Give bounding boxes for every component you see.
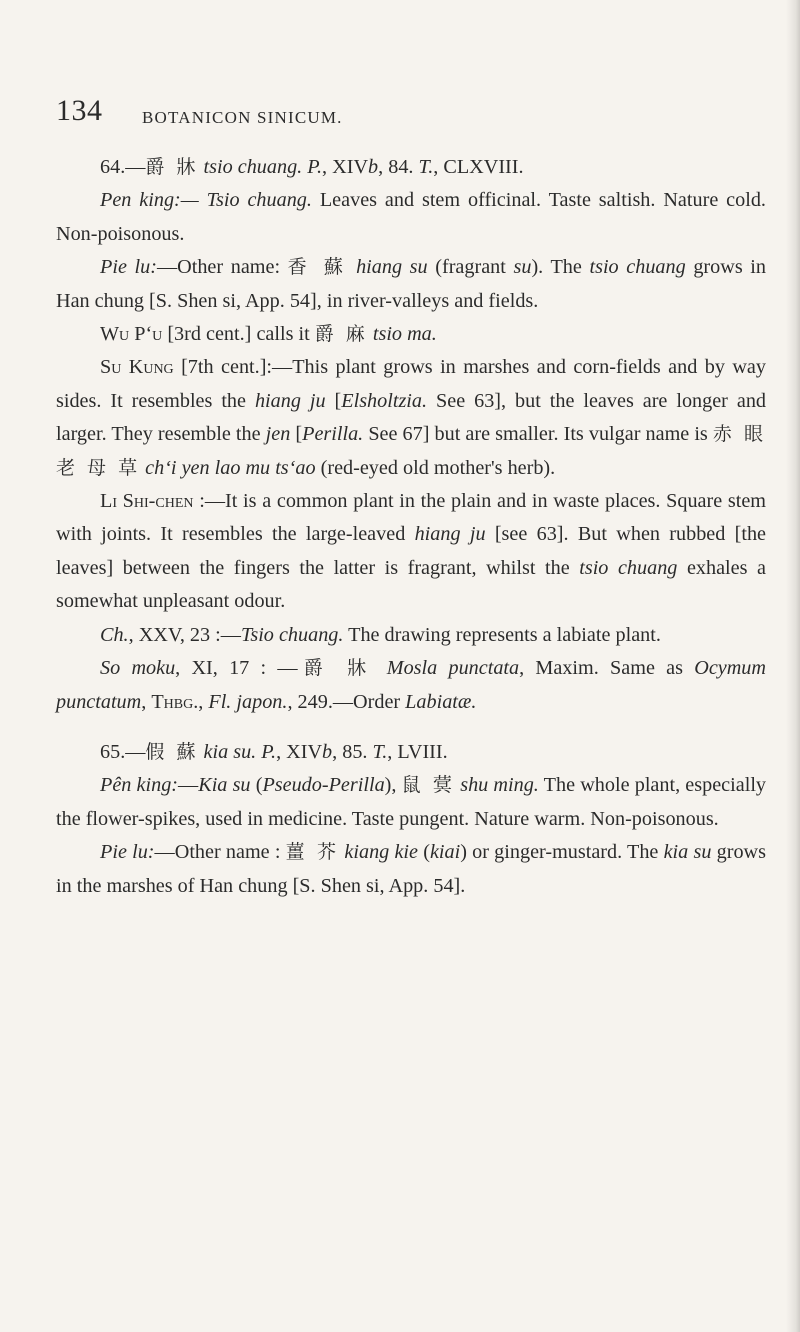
entry-64-so-moku: So moku, XI, 17 : —爵 牀 Mosla punctata, Maxim. Same as Ocymum punctatum, Thbg., Fl. japon., 249.—Order Labiatæ. — [56, 657, 766, 713]
entry-65-pen-king: Pên king:—Kia su (Pseudo-Perilla), 鼠 蓂 shu ming. The whole plant, especially the flower-spikes, used in medicine. Taste pungent. Nature warm. Non-poisonous. — [56, 774, 767, 830]
chinese-characters: 假 蘇 — [145, 740, 199, 763]
chinese-characters: 鼠 蓂 — [401, 774, 456, 797]
chinese-characters: 爵 牀 — [297, 657, 376, 680]
entry-65-pie-lu: Pie lu:—Other name : 薑 芥 kiang kie (kiai) or ginger-mustard. The kia su grows in the marshes of Han chung [S. Shen si, App. 54]. — [56, 841, 766, 897]
page-header — [56, 96, 666, 132]
running-title: BOTANICON SINICUM. — [142, 108, 343, 127]
chinese-characters: 爵 牀 — [145, 156, 199, 178]
entry-64-su-kung: Su Kung [7th cent.]:—This plant grows in marshes and corn-fields and by way sides. It resembles the hiang ju [Elsholtzia. See 63], but the leaves are longer and larger. They resemble the jen [Perilla. See 67] but are smaller. Its vulgar name is 赤 眼 老 母 草 ch‘i yen lao mu ts‘ao (red-eyed old mother's herb). — [56, 356, 767, 479]
page-number: 134 — [56, 94, 103, 127]
entry-64-ch: Ch., XXV, 23 :—Tsio chuang. The drawing represents a labiate plant. — [100, 623, 661, 646]
entry-64-pie-lu: Pie lu:—Other name: 香 蘇 hiang su (fragrant su). The tsio chuang grows in Han chung [S. Shen si, App. 54], in river-valleys and fields. — [56, 256, 766, 312]
entry-64-wu-pu: Wu P‘u [3rd cent.] calls it 爵 麻 tsio ma. — [100, 323, 437, 346]
chinese-characters: 赤 眼 老 母 草 — [56, 423, 766, 479]
entry-64-pen-king: Pen king:— Tsio chuang. Leaves and stem officinal. Taste saltish. Nature cold. Non-poisonous. — [56, 189, 766, 245]
chinese-characters: 爵 麻 — [314, 323, 368, 346]
entry-65-heading: 65.—假 蘇 kia su. P., XIVb, 85. T., LVIII. — [100, 740, 448, 763]
chinese-characters: 香 蘇 — [287, 256, 349, 279]
page-body — [56, 151, 766, 903]
entry-64-li-shi-chen: Li Shi-chen :—It is a common plant in the plain and in waste places. Square stem with joints. It resembles the large-leaved hiang ju [see 63]. But when rubbed [the leaves] between the fingers the latter is fragrant, whilst the tsio chuang exhales a somewhat unpleasant odour. — [56, 490, 767, 613]
page-edge — [786, 0, 800, 1332]
entry-64-heading: 64.—爵 牀 tsio chuang. P., XIVb, 84. T., CLXVIII. — [100, 156, 524, 178]
chinese-characters: 薑 芥 — [285, 841, 340, 864]
